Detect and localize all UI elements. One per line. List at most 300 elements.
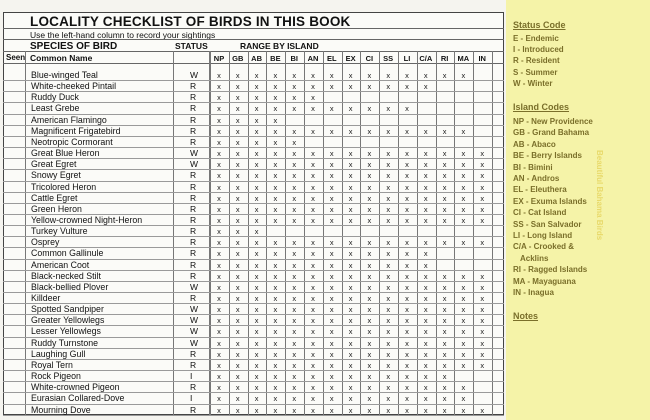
range-mark: x [367, 215, 372, 225]
range-mark: x [386, 126, 391, 136]
row-rule [3, 236, 504, 237]
bird-status: W [190, 148, 199, 159]
seen-checkbox[interactable] [6, 216, 21, 224]
range-mark: x [311, 204, 315, 214]
range-mark: x [235, 238, 240, 248]
range-mark: x [386, 71, 391, 80]
range-mark: x [442, 360, 447, 370]
range-mark: x [273, 316, 278, 326]
range-mark: x [367, 282, 372, 292]
range-mark: x [405, 215, 409, 225]
range-mark: x [367, 360, 372, 370]
seen-checkbox[interactable] [6, 327, 21, 335]
range-mark: x [311, 182, 315, 192]
range-mark: x [461, 360, 466, 370]
range-mark: x [217, 126, 221, 136]
seen-checkbox[interactable] [6, 238, 21, 246]
range-mark: x [405, 104, 409, 114]
row-rule [3, 192, 504, 193]
range-mark: x [273, 149, 278, 159]
column-header-ca: C/A [419, 54, 433, 63]
range-mark: x [329, 260, 334, 270]
range-mark: x [442, 171, 447, 181]
range-mark: x [367, 294, 372, 303]
range-mark: x [480, 282, 485, 292]
range-mark: x [367, 349, 372, 359]
range-mark: x [461, 193, 466, 203]
range-mark: x [461, 327, 466, 337]
range-mark: x [292, 372, 297, 382]
range-mark: x [348, 82, 353, 92]
range-mark: x [254, 282, 259, 292]
seen-checkbox[interactable] [6, 294, 21, 302]
seen-checkbox[interactable] [6, 316, 21, 324]
range-mark: x [235, 260, 240, 270]
range-mark: x [442, 182, 447, 192]
island-code-item: NP - New Providence [513, 117, 593, 126]
range-mark: x [348, 338, 353, 348]
range-mark: x [217, 327, 221, 337]
range-mark: x [461, 71, 466, 80]
bird-status: W [190, 337, 199, 348]
range-mark: x [311, 316, 315, 326]
range-mark: x [329, 126, 334, 136]
range-mark: x [386, 249, 391, 259]
range-mark: x [235, 305, 240, 315]
range-mark: x [405, 204, 409, 214]
bird-status: R [190, 348, 197, 359]
seen-checkbox[interactable] [6, 350, 21, 358]
range-mark: x [217, 349, 221, 359]
bird-name: Rock Pigeon [31, 371, 81, 382]
range-mark: x [442, 204, 447, 214]
range-mark: x [217, 394, 221, 404]
bird-name: Snowy Egret [31, 170, 81, 181]
range-mark: x [329, 405, 334, 415]
range-mark: x [367, 383, 372, 393]
bird-name: Killdeer [31, 293, 61, 303]
range-mark: x [311, 294, 315, 303]
range-mark: x [273, 126, 278, 136]
range-mark: x [348, 305, 353, 315]
range-mark: x [367, 394, 372, 404]
range-mark: x [254, 360, 259, 370]
seen-checkbox[interactable] [6, 406, 21, 414]
range-mark: x [480, 360, 485, 370]
range-mark: x [348, 394, 353, 404]
bird-status: R [190, 192, 197, 203]
range-mark: x [311, 149, 315, 159]
range-mark: x [273, 171, 278, 181]
bird-status: R [190, 181, 197, 192]
range-mark: x [329, 193, 334, 203]
range-mark: x [311, 360, 315, 370]
range-mark: x [311, 394, 315, 404]
island-code-item: MA - Mayaguana [513, 276, 576, 286]
bird-status: R [190, 92, 197, 103]
range-mark: x [311, 82, 315, 92]
seen-checkbox[interactable] [6, 93, 21, 101]
range-mark: x [273, 182, 278, 192]
range-mark: x [235, 115, 240, 125]
range-mark: x [367, 238, 372, 248]
bird-name: Great Egret [31, 159, 77, 170]
range-mark: x [235, 383, 240, 393]
range-mark: x [273, 360, 278, 370]
range-mark: x [292, 160, 297, 170]
range-mark: x [480, 305, 485, 315]
range-mark: x [386, 104, 391, 114]
column-header-np: NP [213, 54, 225, 63]
range-mark: x [480, 327, 485, 337]
bird-name: Ruddy Turnstone [31, 337, 98, 348]
seen-header: Seen [6, 53, 26, 62]
range-mark: x [329, 182, 334, 192]
range-mark: x [217, 93, 221, 103]
range-mark: x [348, 193, 353, 203]
range-mark: x [405, 360, 409, 370]
seen-checkbox[interactable] [6, 138, 21, 146]
column-header-ma: MA [457, 54, 470, 63]
range-mark: x [367, 104, 372, 114]
range-mark: x [235, 394, 240, 404]
range-mark: x [480, 405, 485, 415]
range-mark: x [329, 171, 334, 181]
range-mark: x [292, 149, 297, 159]
bird-status: R [190, 81, 197, 92]
range-mark: x [311, 126, 315, 136]
range-mark: x [423, 372, 428, 382]
range-mark: x [292, 193, 297, 203]
seen-checkbox[interactable] [6, 205, 21, 213]
range-mark: x [442, 305, 447, 315]
range-mark: x [461, 171, 466, 181]
range-mark: x [311, 282, 315, 292]
range-mark: x [311, 93, 315, 103]
seen-checkbox[interactable] [6, 116, 21, 124]
seen-checkbox[interactable] [6, 249, 21, 257]
range-mark: x [423, 360, 428, 370]
range-mark: x [217, 338, 221, 348]
range-mark: x [386, 160, 391, 170]
range-mark: x [423, 82, 428, 92]
range-mark: x [329, 294, 334, 303]
range-mark: x [405, 372, 409, 382]
range-mark: x [461, 204, 466, 214]
range-mark: x [273, 160, 278, 170]
range-mark: x [235, 104, 240, 114]
island-code-item: Acklins [520, 253, 549, 263]
range-mark: x [348, 104, 353, 114]
range-mark: x [405, 149, 409, 159]
range-mark: x [423, 271, 428, 281]
range-mark: x [273, 271, 278, 281]
island-code-item: BE - Berry Islands [513, 151, 582, 161]
range-mark: x [480, 149, 485, 159]
range-mark: x [480, 316, 485, 326]
range-mark: x [292, 82, 297, 92]
seen-checkbox[interactable] [6, 171, 21, 179]
range-mark: x [329, 338, 334, 348]
range-mark: x [273, 204, 278, 214]
bird-name: Mourning Dove [31, 404, 91, 415]
range-mark: x [235, 271, 240, 281]
status-code-item: S - Summer [513, 67, 558, 77]
column-header-el: EL [327, 54, 337, 63]
range-mark: x [273, 327, 278, 337]
range-mark: x [461, 405, 466, 415]
range-mark: x [348, 215, 353, 225]
range-mark: x [292, 360, 297, 370]
range-mark: x [480, 204, 485, 214]
range-mark: x [480, 193, 485, 203]
range-mark: x [367, 260, 372, 270]
range-mark: x [386, 349, 391, 359]
range-mark: x [311, 327, 315, 337]
range-mark: x [461, 149, 466, 159]
range-mark: x [235, 126, 240, 136]
range-mark: x [442, 338, 447, 348]
range-mark: x [329, 160, 334, 170]
range-mark: x [405, 260, 409, 270]
range-mark: x [386, 316, 391, 326]
range-mark: x [217, 149, 221, 159]
range-mark: x [254, 171, 259, 181]
seen-checkbox[interactable] [6, 361, 21, 369]
range-mark: x [254, 271, 259, 281]
range-mark: x [273, 405, 278, 415]
column-header-ri: RI [440, 54, 449, 63]
range-mark: x [386, 383, 391, 393]
bird-name: Magnificent Frigatebird [31, 125, 121, 136]
range-mark: x [386, 182, 391, 192]
island-code-item: SS - San Salvador [513, 219, 582, 229]
range-mark: x [273, 215, 278, 225]
seen-checkbox[interactable] [6, 82, 21, 90]
range-mark: x [329, 82, 334, 92]
range-mark: x [235, 137, 240, 147]
range-mark: x [273, 137, 278, 147]
range-mark: x [217, 104, 221, 114]
range-mark: x [329, 215, 334, 225]
page-title: LOCALITY CHECKLIST OF BIRDS IN THIS BOOK [30, 14, 351, 29]
bird-name: Green Heron [31, 203, 82, 214]
range-mark: x [329, 282, 334, 292]
bird-name: Black-bellied Plover [31, 281, 109, 292]
seen-checkbox[interactable] [6, 372, 21, 380]
range-mark: x [405, 182, 409, 192]
column-header-ss: SS [383, 54, 394, 63]
range-mark: x [348, 238, 353, 248]
range-mark: x [367, 327, 372, 337]
bird-name: White-crowned Pigeon [31, 382, 120, 393]
range-mark: x [386, 327, 391, 337]
range-mark: x [423, 182, 428, 192]
seen-checkbox[interactable] [6, 394, 21, 402]
range-mark: x [235, 282, 240, 292]
bird-status: W [190, 159, 199, 170]
range-mark: x [311, 249, 315, 259]
seen-checkbox[interactable] [6, 194, 21, 202]
range-mark: x [405, 249, 409, 259]
range-mark: x [461, 338, 466, 348]
range-mark: x [442, 327, 447, 337]
range-mark: x [461, 349, 466, 359]
seen-checkbox[interactable] [6, 283, 21, 291]
range-mark: x [386, 338, 391, 348]
range-mark: x [442, 271, 447, 281]
range-mark: x [311, 71, 315, 80]
range-mark: x [217, 82, 221, 92]
range-mark: x [348, 383, 353, 393]
range-mark: x [292, 249, 297, 259]
range-mark: x [254, 115, 259, 125]
range-mark: x [273, 394, 278, 404]
range-mark: x [480, 238, 485, 248]
header-rule [3, 63, 504, 64]
range-mark: x [348, 160, 353, 170]
range-mark: x [367, 249, 372, 259]
range-mark: x [217, 383, 221, 393]
range-mark: x [329, 305, 334, 315]
status-code-item: R - Resident [513, 56, 560, 66]
range-mark: x [423, 193, 428, 203]
range-mark: x [405, 193, 409, 203]
range-mark: x [480, 160, 485, 170]
range-mark: x [235, 405, 240, 415]
range-mark: x [217, 260, 221, 270]
bird-name: Yellow-crowned Night-Heron [31, 214, 143, 225]
range-mark: x [292, 93, 297, 103]
range-mark: x [386, 405, 391, 415]
range-mark: x [461, 271, 466, 281]
range-mark: x [292, 260, 297, 270]
range-mark: x [311, 338, 315, 348]
bird-name: Lesser Yellowlegs [31, 326, 101, 337]
seen-checkbox[interactable] [6, 104, 21, 112]
range-mark: x [273, 238, 278, 248]
range-mark: x [348, 372, 353, 382]
range-mark: x [254, 305, 259, 315]
range-mark: x [442, 372, 447, 382]
range-mark: x [442, 349, 447, 359]
range-mark: x [442, 238, 447, 248]
range-mark: x [217, 405, 221, 415]
range-mark: x [405, 349, 409, 359]
bird-name: Greater Yellowlegs [31, 315, 105, 326]
range-mark: x [329, 238, 334, 248]
range-mark: x [423, 215, 428, 225]
range-mark: x [329, 394, 334, 404]
seen-checkbox[interactable] [6, 149, 21, 157]
range-mark: x [235, 215, 240, 225]
range-mark: x [254, 294, 259, 303]
range-mark: x [442, 215, 447, 225]
seen-checkbox[interactable] [6, 127, 21, 135]
range-mark: x [348, 182, 353, 192]
range-mark: x [367, 171, 372, 181]
seen-checkbox[interactable] [6, 261, 21, 269]
status-code-title: Status Code [513, 20, 566, 30]
range-mark: x [292, 71, 297, 80]
bird-status: R [190, 114, 197, 125]
seen-checkbox[interactable] [6, 272, 21, 280]
seen-checkbox[interactable] [6, 183, 21, 191]
range-mark: x [348, 149, 353, 159]
bird-status: R [190, 248, 197, 259]
range-mark: x [348, 126, 353, 136]
range-mark: x [367, 271, 372, 281]
bird-name: Eurasian Collared-Dove [31, 393, 125, 404]
seen-checkbox[interactable] [6, 383, 21, 391]
island-code-item: LI - Long Island [513, 231, 573, 240]
range-mark: x [386, 215, 391, 225]
range-mark: x [423, 327, 428, 337]
range-mark: x [405, 327, 409, 337]
range-mark: x [292, 338, 297, 348]
seen-checkbox[interactable] [6, 227, 21, 235]
range-mark: x [292, 182, 297, 192]
bird-name: Neotropic Cormorant [31, 136, 113, 147]
seen-checkbox[interactable] [6, 339, 21, 347]
range-mark: x [235, 182, 240, 192]
column-rule [25, 51, 26, 415]
row-rule [3, 158, 504, 159]
range-mark: x [311, 238, 315, 248]
range-mark: x [217, 271, 221, 281]
range-mark: x [254, 372, 259, 382]
range-mark: x [254, 204, 259, 214]
range-mark: x [423, 294, 428, 303]
range-mark: x [367, 338, 372, 348]
range-mark: x [254, 249, 259, 259]
range-mark: x [292, 137, 297, 147]
range-mark: x [423, 238, 428, 248]
bird-status: R [190, 214, 197, 225]
range-mark: x [273, 71, 278, 80]
range-mark: x [405, 305, 409, 315]
notes-title: Notes [513, 311, 539, 322]
range-mark: x [442, 160, 447, 170]
range-mark: x [235, 149, 240, 159]
range-mark: x [348, 360, 353, 370]
range-mark: x [273, 249, 278, 259]
range-mark: x [254, 137, 259, 147]
range-mark: x [423, 204, 428, 214]
range-mark: x [386, 305, 391, 315]
range-mark: x [217, 372, 221, 382]
range-mark: x [405, 271, 409, 281]
bird-status: R [190, 270, 197, 281]
seen-checkbox[interactable] [6, 305, 21, 313]
island-code-item: BI - Bimini [513, 162, 553, 172]
range-mark: x [367, 204, 372, 214]
range-mark: x [311, 160, 315, 170]
bird-status: I [190, 371, 193, 382]
seen-checkbox[interactable] [6, 71, 21, 79]
range-mark: x [405, 338, 409, 348]
range-mark: x [405, 160, 409, 170]
range-mark: x [461, 238, 466, 248]
range-mark: x [235, 294, 240, 303]
range-mark: x [423, 171, 428, 181]
island-code-item: RI - Ragged Islands [513, 265, 588, 275]
range-mark: x [217, 215, 221, 225]
seen-checkbox[interactable] [6, 160, 21, 168]
bird-name: Turkey Vulture [31, 226, 88, 237]
bird-name: White-cheeked Pintail [31, 81, 117, 92]
range-mark: x [235, 249, 240, 259]
